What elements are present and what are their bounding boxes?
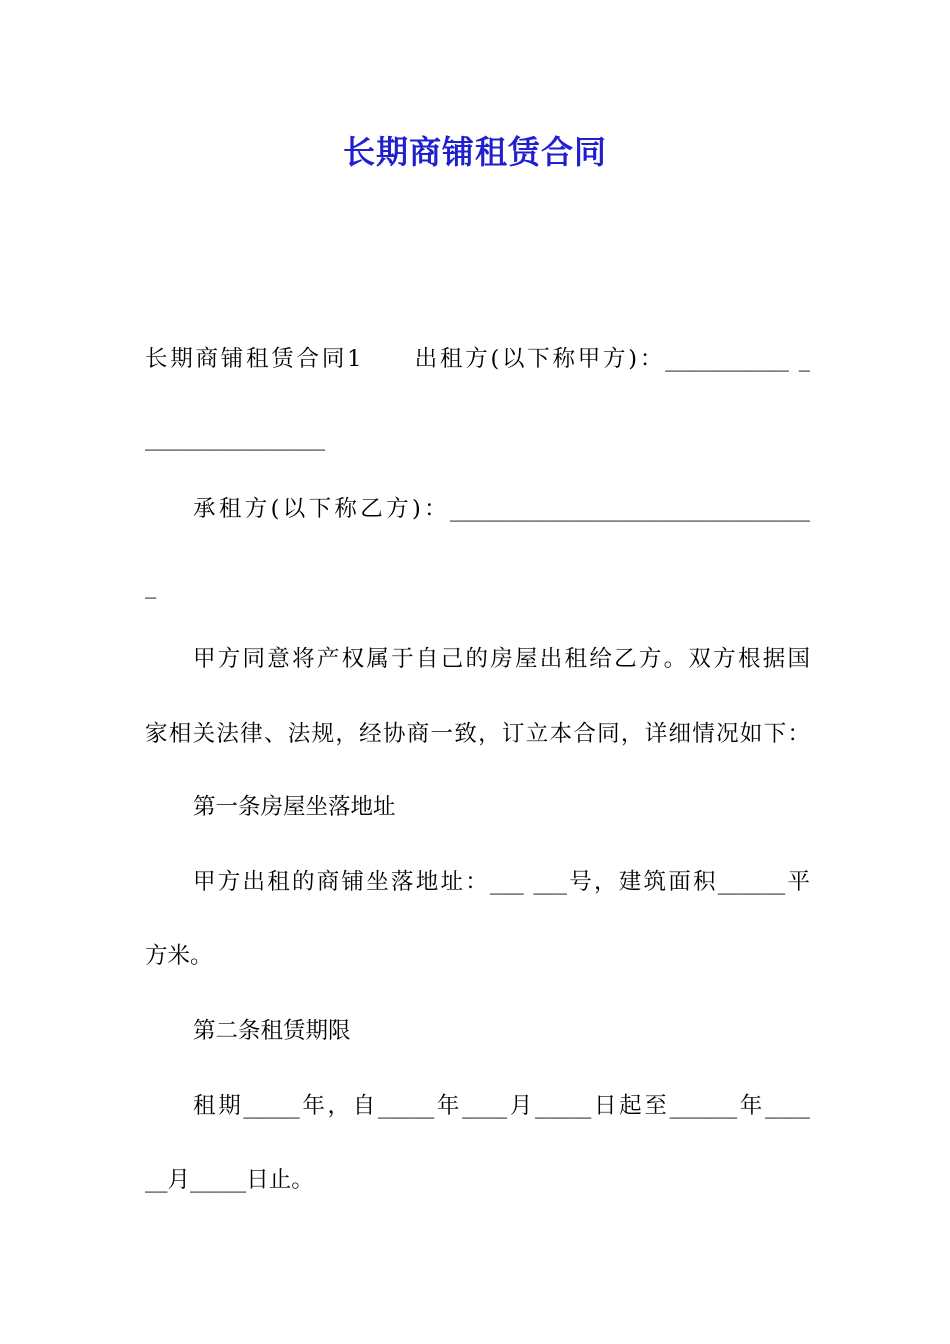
section-heading-1: 第一条房屋坐落地址 xyxy=(193,794,396,820)
contract-line-lessee: 承租方(以下称乙方)：________________________________ xyxy=(193,496,810,522)
contract-paragraph-intro-1: 甲方同意将产权属于自己的房屋出租给乙方。双方根据国 xyxy=(193,646,810,672)
contract-line-lessee-blank: _ xyxy=(145,573,157,599)
section-heading-2: 第二条租赁期限 xyxy=(193,1018,351,1044)
contract-line-parties-lessor: 长期商铺租赁合同1 出租方(以下称甲方)：___________ _ xyxy=(145,346,810,372)
contract-paragraph-term-2: __月_____日止。 xyxy=(145,1167,314,1193)
contract-paragraph-term-1: 租期_____年，自_____年____月_____日起至______年____ xyxy=(193,1093,810,1119)
document-title: 长期商铺租赁合同 xyxy=(342,133,607,171)
contract-paragraph-address-2: 方米。 xyxy=(145,943,213,969)
contract-line-lessor-blank: ________________ xyxy=(145,425,325,451)
contract-paragraph-address-1: 甲方出租的商铺坐落地址：___ ___号，建筑面积______平 xyxy=(193,869,810,895)
contract-paragraph-intro-2: 家相关法律、法规，经协商一致，订立本合同，详细情况如下： xyxy=(145,721,810,747)
